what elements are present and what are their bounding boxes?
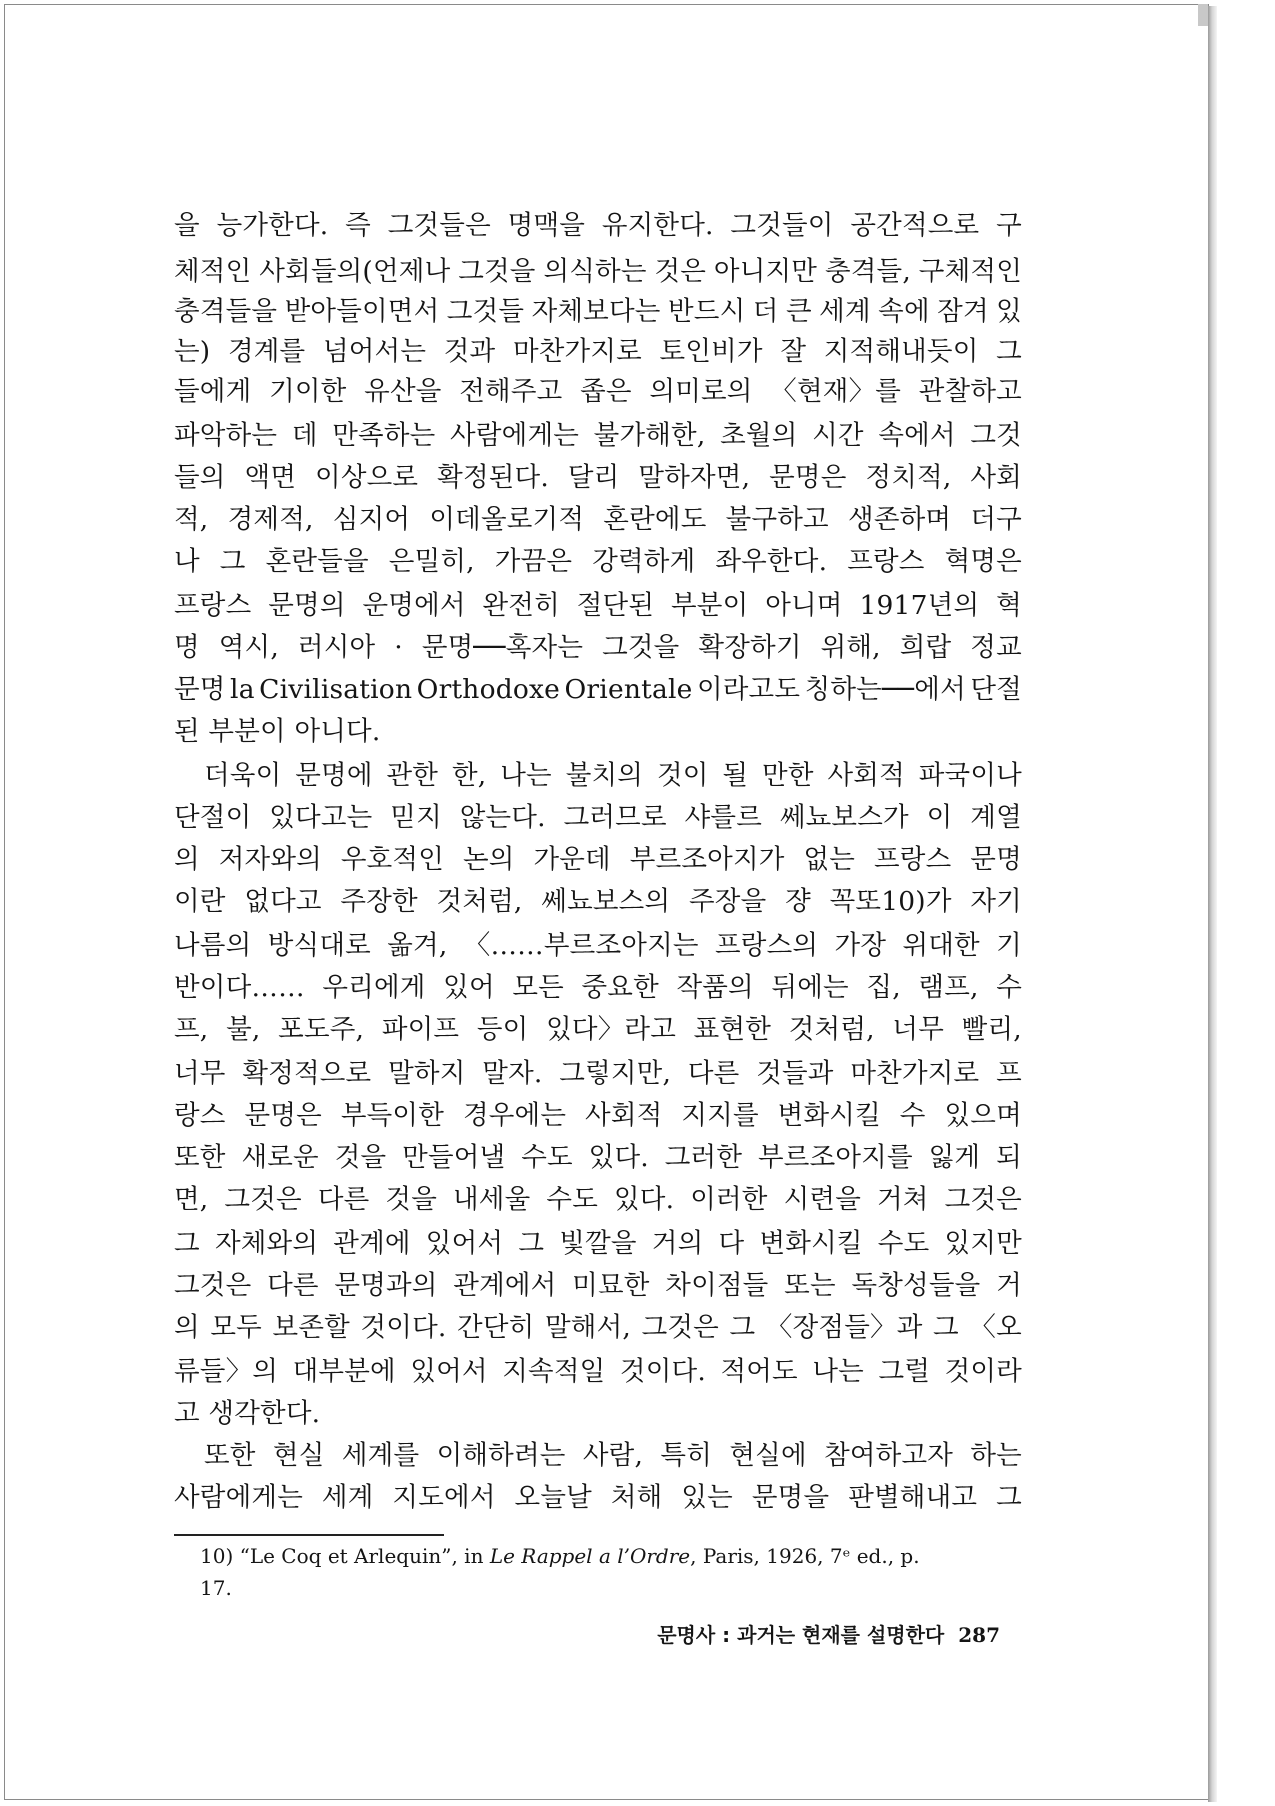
page-edge-shadow [1208,6,1217,1802]
body-line: 이란 없다고 주장한 것처럼, 쎄뇨보스의 주장을 쟝 꼭또10)가 자기 [174,886,1022,917]
body-line: 는) 경계를 넘어서는 것과 마찬가지로 토인비가 잘 지적해내듯이 그 [174,336,1022,367]
body-line: 또한 현실 세계를 이해하려는 사람, 특히 현실에 참여하고자 하는 [204,1440,1022,1471]
body-line: 문명 la Civilisation Orthodoxe Orientale 이라고도 칭하는──에서 단절 [174,674,1022,705]
body-line: 충격들을 받아들이면서 그것들 자체보다는 반드시 더 큰 세계 속에 잠겨 있 [174,296,1022,327]
body-line: 반이다…… 우리에게 있어 모든 중요한 작품의 뒤에는 집, 램프, 수 [174,972,1022,1003]
body-line: 그 자체와의 관계에 있어서 그 빛깔을 거의 다 변화시킬 수도 있지만 [174,1228,1022,1259]
body-line: 들의 액면 이상으로 확정된다. 달리 말하자면, 문명은 정치적, 사회 [174,462,1022,493]
body-line: 류들〉의 대부분에 있어서 지속적일 것이다. 적어도 나는 그럴 것이라 [174,1356,1022,1387]
body-line: 을 능가한다. 즉 그것들은 명맥을 유지한다. 그것들이 공간적으로 구 [174,210,1022,241]
body-line: 사람에게는 세계 지도에서 오늘날 처해 있는 문명을 판별해내고 그 [174,1482,1022,1513]
body-line: 의 저자와의 우호적인 논의 가운데 부르조아지가 없는 프랑스 문명 [174,844,1022,875]
footnote-text: 10) “Le Coq et Arlequin”, in Le Rappel a l’Ordre, Paris, 1926, 7ᵉ ed., p. [200,1544,920,1568]
body-line: 나 그 혼란들을 은밀히, 가끔은 강력하게 좌우한다. 프랑스 혁명은 [174,546,1022,577]
body-line: 면, 그것은 다른 것을 내세울 수도 있다. 이러한 시련을 거쳐 그것은 [174,1184,1022,1215]
body-line: 체적인 사회들의(언제나 그것을 의식하는 것은 아니지만 충격들, 구체적인 [174,256,1022,287]
body-line: 랑스 문명은 부득이한 경우에는 사회적 지지를 변화시킬 수 있으며 [174,1100,1022,1131]
body-line: 된 부분이 아니다. [174,716,381,747]
running-head: 문명사 : 과거는 현재를 설명한다 [657,1623,945,1647]
body-line: 고 생각한다. [174,1398,321,1429]
body-line: 프랑스 문명의 운명에서 완전히 절단된 부분이 아니며 1917년의 혁 [174,590,1022,621]
page-corner-mark [1198,4,1208,26]
body-line: 명 역시, 러시아 · 문명──혹자는 그것을 확장하기 위해, 희랍 정교 [174,632,1022,663]
running-footer [580,1620,1000,1650]
page-number: 287 [958,1623,1000,1647]
body-line: 나름의 방식대로 옮겨, 〈……부르조아지는 프랑스의 가장 위대한 기 [174,930,1022,961]
body-line: 그것은 다른 문명과의 관계에서 미묘한 차이점들 또는 독창성들을 거 [174,1270,1022,1301]
body-line: 더욱이 문명에 관한 한, 나는 불치의 것이 될 만한 사회적 파국이나 [204,760,1022,791]
body-line: 파악하는 데 만족하는 사람에게는 불가해한, 초월의 시간 속에서 그것 [174,420,1022,451]
footnote-book-title: Le Rappel a l’Ordre [489,1544,691,1568]
body-line: 너무 확정적으로 말하지 말자. 그렇지만, 다른 것들과 마찬가지로 프 [174,1058,1022,1089]
body-line: 단절이 있다고는 믿지 않는다. 그러므로 샤를르 쎄뇨보스가 이 계열 [174,802,1022,833]
body-line: 또한 새로운 것을 만들어낼 수도 있다. 그러한 부르조아지를 잃게 되 [174,1142,1022,1173]
body-line: 적, 경제적, 심지어 이데올로기적 혼란에도 불구하고 생존하며 더구 [174,504,1022,535]
body-line: 의 모두 보존할 것이다. 간단히 말해서, 그것은 그 〈장점들〉과 그 〈오 [174,1312,1022,1343]
footnote-rule [174,1534,444,1536]
body-line: 프, 불, 포도주, 파이프 등이 있다〉라고 표현한 것처럼, 너무 빨리, [174,1014,1022,1045]
footnote-text-continued: 17. [200,1576,232,1600]
body-line: 들에게 기이한 유산을 전해주고 좁은 의미로의 〈현재〉를 관찰하고 [174,376,1022,407]
